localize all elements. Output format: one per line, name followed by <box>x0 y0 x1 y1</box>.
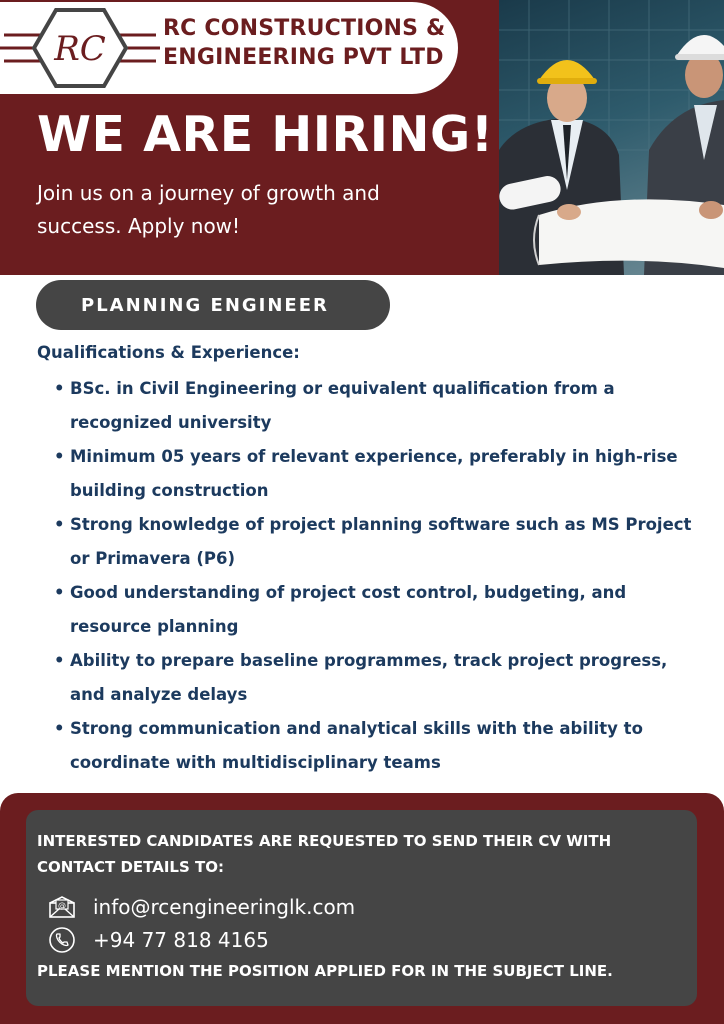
qualification-item: • Ability to prepare baseline programmes, track project progress, and analyze delays <box>54 644 704 712</box>
subject-line-note: PLEASE MENTION THE POSITION APPLIED FOR IN THE SUBJECT LINE. <box>37 962 613 980</box>
qualifications-list <box>54 372 704 780</box>
email-row[interactable] <box>47 893 355 921</box>
company-logo <box>0 2 160 92</box>
contact-email[interactable]: info@rcengineeringlk.com <box>93 895 356 919</box>
svg-text:@: @ <box>58 901 66 910</box>
job-title-pill <box>36 280 390 330</box>
qualification-item: • Strong knowledge of project planning software such as MS Project or Primavera (P6) <box>54 508 704 576</box>
company-name <box>163 14 453 72</box>
contact-phone[interactable]: +94 77 818 4165 <box>93 928 269 952</box>
company-name-line1: RC CONSTRUCTIONS & <box>163 16 446 41</box>
phone-row[interactable] <box>47 926 269 954</box>
company-name-line2: ENGINEERING PVT LTD <box>163 45 444 70</box>
qualification-item: • Minimum 05 years of relevant experience, preferably in high-rise building construction <box>54 440 704 508</box>
job-title: PLANNING ENGINEER <box>81 294 329 316</box>
envelope-icon <box>47 893 77 921</box>
header-banner <box>0 0 724 275</box>
hiring-headline: WE ARE HIRING! <box>37 106 494 163</box>
qualification-item: • Good understanding of project cost control, budgeting, and resource planning <box>54 576 704 644</box>
phone-icon <box>47 926 77 954</box>
logo-monogram: RC <box>54 29 106 69</box>
qualifications-heading: Qualifications & Experience: <box>37 343 300 362</box>
qualification-item: • BSc. in Civil Engineering or equivalent qualification from a recognized university <box>54 372 704 440</box>
hiring-subline: Join us on a journey of growth and success. Apply now! <box>37 181 380 238</box>
engineers-photo <box>499 0 724 275</box>
application-instructions: INTERESTED CANDIDATES ARE REQUESTED TO SEND THEIR CV WITH CONTACT DETAILS TO: <box>37 832 612 876</box>
qualification-item: • Strong communication and analytical skills with the ability to coordinate with multidisciplinary teams <box>54 712 704 780</box>
